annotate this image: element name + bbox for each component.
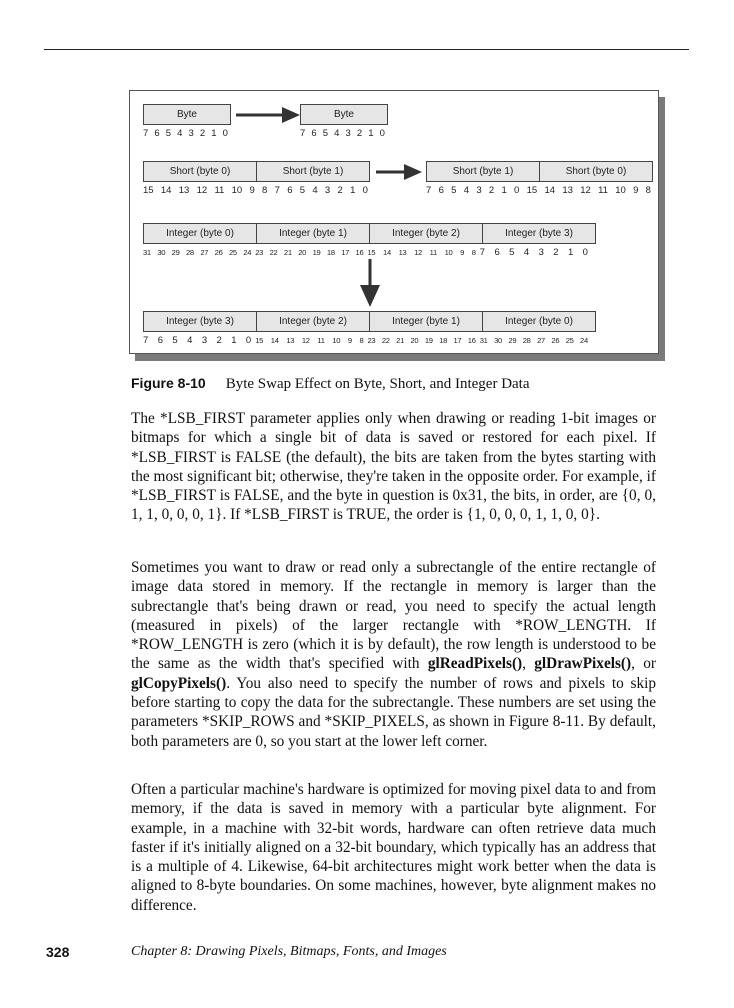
bit-label: 5 (509, 246, 515, 258)
bit-label: 10 (444, 247, 453, 257)
bit-label: 23 (367, 335, 376, 345)
bit-label: 2 (356, 127, 363, 139)
byte-src-bits (143, 127, 228, 139)
paragraph-row-length (131, 558, 656, 751)
bit-label: 6 (154, 127, 160, 139)
bit-label: 15 (255, 335, 264, 345)
bit-label: 5 (299, 184, 306, 196)
bit-label: 22 (269, 247, 278, 257)
arrow-right-icon (376, 162, 422, 182)
arrow-right-icon (236, 105, 300, 125)
bit-label: 2 (216, 334, 222, 346)
int-src-label-0: Integer (byte 0) (166, 228, 234, 239)
p2-text-b: , (522, 655, 535, 673)
int-dst-bits (143, 334, 592, 346)
bit-label: 10 (231, 184, 243, 196)
short-src-bits (143, 184, 368, 196)
bit-label: 22 (381, 335, 390, 345)
bit-label: 15 (367, 247, 376, 257)
bit-label: 13 (562, 184, 573, 196)
bit-label: 3 (201, 334, 208, 346)
bit-label: 8 (262, 184, 268, 196)
bit-label: 0 (245, 334, 252, 346)
paragraph-lsb-first: The *LSB_FIRST parameter applies only when drawing or reading 1-bit images or bitmaps for which a single bit of data is saved or restored for each pixel. If *LSB_FIRST is FALSE (the default), the bits are taken from the bytes starting with the most significant bit; otherwise, they're taken in the opposite order. For example, if *LSB_FIRST is FALSE, and the byte in question is 0x31, the bits, in order, are {0, 0, 1, 1, 0, 0, 0, 1}. If *LSB_FIRST is TRUE, the order is {1, 0, 0, 0, 1, 1, 0, 0}. (131, 410, 656, 524)
short-src-cell-0 (143, 161, 257, 182)
bit-label: 25 (228, 247, 237, 257)
bit-label: 30 (157, 247, 166, 257)
int-dst-label-1: Integer (byte 2) (279, 316, 347, 327)
byte-src-label: Byte (176, 109, 197, 120)
byte-dst-label: Byte (333, 109, 354, 120)
bit-label: 6 (494, 246, 500, 258)
int-src-label-2: Integer (byte 2) (392, 228, 460, 239)
bit-label: 16 (355, 247, 364, 257)
bit-label: 5 (172, 334, 178, 346)
bit-label: 7 (143, 334, 149, 346)
p2-text-c: , or (631, 655, 656, 673)
p2-text-d: . You also need to specify the number of rows and pixels to skip before starting to copy the data for the subrectangle. These numbers are set using the parameters *SKIP_ROWS and *SKIP_PIXELS, as shown in Figure 8-11. By default, both parameters are 0, so you start at the lower left corner. (131, 674, 656, 750)
bit-label: 11 (214, 184, 225, 196)
arrow-down-icon (356, 259, 384, 307)
bit-label: 7 (143, 127, 149, 139)
function-glcopypixels: glCopyPixels() (131, 674, 227, 692)
bit-label: 19 (312, 247, 321, 257)
bit-label: 3 (345, 127, 351, 139)
bit-label: 8 (645, 184, 651, 196)
bit-label: 28 (522, 335, 531, 345)
bit-label: 14 (383, 247, 391, 257)
short-src-label-0: Short (byte 0) (169, 166, 231, 177)
bit-label: 29 (171, 247, 180, 257)
bit-label: 21 (283, 247, 292, 257)
bit-label: 2 (337, 184, 343, 196)
short-dst-label-1: Short (byte 0) (565, 166, 627, 177)
int-src-label-1: Integer (byte 1) (279, 228, 347, 239)
bit-label: 17 (341, 247, 350, 257)
bit-label: 3 (324, 184, 331, 196)
bit-label: 12 (580, 184, 591, 196)
bit-label: 1 (350, 184, 356, 196)
top-rule (44, 49, 689, 50)
bit-label: 12 (301, 335, 310, 345)
bit-label: 12 (414, 247, 422, 257)
bit-label: 13 (398, 247, 407, 257)
bit-label: 24 (243, 247, 252, 257)
function-glreadpixels: glReadPixels() (427, 655, 523, 673)
function-gldrawpixels: glDrawPixels() (534, 655, 632, 673)
short-dst-bits (426, 184, 651, 196)
int-src-cell-3 (482, 223, 596, 244)
bit-label: 1 (231, 334, 237, 346)
bit-label: 19 (424, 335, 433, 345)
running-footer-title: Chapter 8: Drawing Pixels, Bitmaps, Fonts, and Images (131, 944, 447, 959)
bit-label: 14 (544, 184, 556, 196)
bit-label: 7 (300, 127, 306, 139)
bit-label: 11 (429, 247, 437, 257)
short-dst-cell-0 (426, 161, 540, 182)
bit-label: 24 (580, 335, 588, 345)
bit-label: 13 (286, 335, 295, 345)
bit-label: 9 (249, 184, 255, 196)
p2-text-a: Sometimes you want to draw or read only a subrectangle of the entire rectangle of image data stored in memory. If the rectangle in memory is larger than the subrectangle that's being drawn or read, you need to specify the actual length (measured in pixels) of the larger rectangle with *ROW_LENGTH. If *ROW_LENGTH is zero (which it is by default), the row length is understood to be the same as the width that's specified with (131, 559, 656, 673)
int-dst-label-3: Integer (byte 0) (505, 316, 573, 327)
bit-label: 30 (494, 335, 502, 345)
bit-label: 4 (463, 184, 470, 196)
int-src-cell-2 (369, 223, 483, 244)
bit-label: 13 (178, 184, 190, 196)
bit-label: 9 (460, 247, 465, 257)
int-dst-cell-1 (256, 311, 370, 332)
bit-label: 11 (598, 184, 608, 196)
bit-label: 10 (615, 184, 626, 196)
bit-label: 5 (322, 127, 329, 139)
bit-label: 4 (177, 127, 183, 139)
bit-label: 5 (165, 127, 172, 139)
short-dst-label-0: Short (byte 1) (452, 166, 514, 177)
int-dst-cell-2 (369, 311, 483, 332)
bit-label: 18 (439, 335, 447, 345)
byte-swap-figure (129, 90, 659, 354)
bit-label: 20 (410, 335, 419, 345)
bit-label: 28 (185, 247, 194, 257)
bit-label: 0 (379, 127, 385, 139)
bit-label: 2 (199, 127, 206, 139)
bit-label: 7 (479, 246, 486, 258)
bit-label: 29 (508, 335, 517, 345)
byte-dst-bits (300, 127, 385, 139)
bit-label: 3 (476, 184, 482, 196)
bit-label: 7 (274, 184, 280, 196)
bit-label: 8 (359, 335, 364, 345)
bit-label: 15 (143, 184, 154, 196)
bit-label: 7 (426, 184, 432, 196)
paragraph-alignment: Often a particular machine's hardware is optimized for moving pixel data to and from memory, if the data is saved in memory with a particular byte alignment. For example, in a machine with 32-bit words, hardware can often retrieve data much faster if it's initially aligned on a 32-bit boundary, which typically has an address that is a multiple of 4. Likewise, 64-bit architectures might work better when the data is aligned to 8-byte boundaries. On some machines, however, byte alignment makes no difference. (131, 781, 656, 914)
bit-label: 12 (196, 184, 208, 196)
byte-src-cell (143, 104, 231, 125)
bit-label: 0 (514, 184, 520, 196)
bit-label: 21 (396, 335, 405, 345)
bit-label: 15 (526, 184, 538, 196)
bit-label: 6 (287, 184, 293, 196)
figure-caption (131, 375, 530, 393)
bit-label: 1 (567, 246, 574, 258)
bit-label: 5 (451, 184, 457, 196)
bit-label: 20 (298, 247, 307, 257)
bit-label: 6 (311, 127, 317, 139)
bit-label: 11 (317, 335, 325, 345)
bit-label: 1 (501, 184, 507, 196)
bit-label: 4 (334, 127, 340, 139)
bit-label: 8 (471, 247, 476, 257)
int-src-cell-1 (256, 223, 370, 244)
bit-label: 0 (582, 246, 588, 258)
bit-label: 18 (326, 247, 335, 257)
bit-label: 6 (438, 184, 444, 196)
bit-label: 4 (312, 184, 318, 196)
bit-label: 26 (551, 335, 560, 345)
bit-label: 4 (187, 334, 193, 346)
int-dst-label-2: Integer (byte 1) (392, 316, 460, 327)
int-src-bits (143, 246, 592, 258)
bit-label: 17 (453, 335, 462, 345)
bit-label: 23 (255, 247, 264, 257)
bit-label: 31 (143, 247, 151, 257)
bit-label: 27 (200, 247, 209, 257)
page-number: 328 (46, 944, 70, 960)
int-src-cell-0 (143, 223, 257, 244)
bit-label: 14 (160, 184, 172, 196)
bit-label: 2 (553, 246, 559, 258)
short-src-label-1: Short (byte 1) (282, 166, 344, 177)
bit-label: 10 (332, 335, 341, 345)
int-dst-label-0: Integer (byte 3) (166, 316, 234, 327)
int-src-label-3: Integer (byte 3) (505, 228, 573, 239)
bit-label: 0 (362, 184, 368, 196)
bit-label: 4 (523, 246, 530, 258)
bit-label: 1 (211, 127, 217, 139)
bit-label: 9 (347, 335, 352, 345)
byte-dst-cell (300, 104, 388, 125)
bit-label: 3 (188, 127, 194, 139)
bit-label: 31 (479, 335, 488, 345)
int-dst-cell-3 (482, 311, 596, 332)
bit-label: 3 (538, 246, 544, 258)
bit-label: 0 (222, 127, 228, 139)
short-src-cell-1 (256, 161, 370, 182)
bit-label: 16 (467, 335, 476, 345)
bit-label: 14 (270, 335, 279, 345)
bit-label: 25 (565, 335, 574, 345)
bit-label: 2 (488, 184, 495, 196)
bit-label: 9 (633, 184, 639, 196)
figure-caption-text: Byte Swap Effect on Byte, Short, and Integer Data (225, 376, 530, 392)
bit-label: 6 (157, 334, 163, 346)
int-dst-cell-0 (143, 311, 257, 332)
bit-label: 27 (537, 335, 545, 345)
figure-caption-label: Figure 8-10 (131, 375, 206, 391)
short-dst-cell-1 (539, 161, 653, 182)
bit-label: 1 (368, 127, 374, 139)
bit-label: 26 (214, 247, 223, 257)
